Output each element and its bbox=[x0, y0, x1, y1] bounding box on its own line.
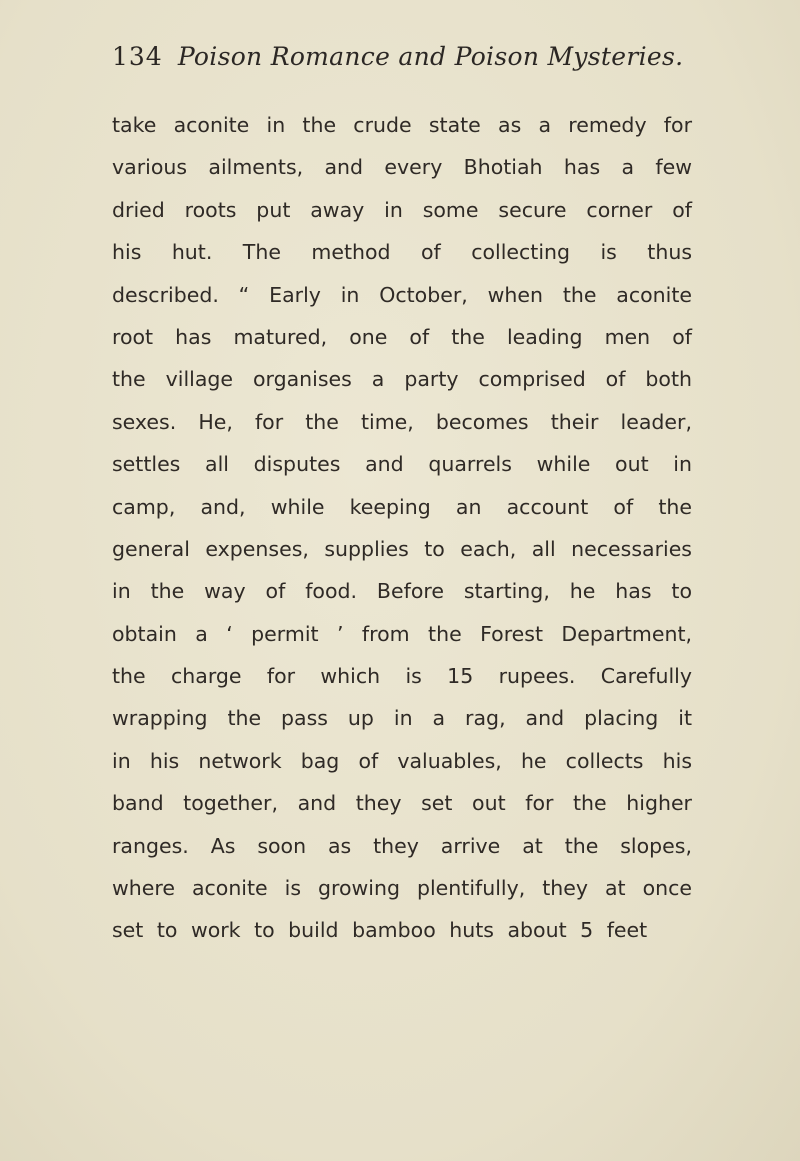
page-number: 134 bbox=[112, 42, 163, 71]
text-line: sexes. He, for the time, becomes their leader, bbox=[112, 409, 692, 434]
text-line: camp, and, while keeping an account of the bbox=[112, 494, 692, 519]
body-text bbox=[112, 104, 692, 952]
text-line: various ailments, and every Bhotiah has a few bbox=[112, 155, 692, 180]
text-line: band together, and they set out for the higher bbox=[112, 791, 692, 816]
text-line: obtain a ‘ permit ’ from the Forest Department, bbox=[112, 621, 692, 646]
running-title: Poison Romance and Poison Mysteries. bbox=[177, 42, 684, 71]
text-line: the village organises a party comprised of both bbox=[112, 367, 692, 392]
text-line: general expenses, supplies to each, all necessaries bbox=[112, 536, 692, 561]
text-line: set to work to build bamboo huts about 5 feet bbox=[112, 918, 648, 943]
text-line: settles all disputes and quarrels while out in bbox=[112, 452, 692, 477]
text-line: ranges. As soon as they arrive at the slopes, bbox=[112, 833, 692, 858]
text-line: root has matured, one of the leading men of bbox=[112, 324, 692, 349]
text-line: where aconite is growing plentifully, they at once bbox=[112, 876, 692, 901]
page-header bbox=[112, 42, 712, 82]
text-line: dried roots put away in some secure corner of bbox=[112, 197, 692, 222]
text-line: in the way of food. Before starting, he has to bbox=[112, 579, 692, 604]
text-line: the charge for which is 15 rupees. Carefully bbox=[112, 664, 692, 689]
text-line: in his network bag of valuables, he collects his bbox=[112, 748, 692, 773]
text-line: take aconite in the crude state as a remedy for bbox=[112, 113, 692, 137]
text-line: his hut. The method of collecting is thus bbox=[112, 240, 692, 265]
text-line: wrapping the pass up in a rag, and placing it bbox=[112, 706, 692, 731]
text-line: described. “ Early in October, when the aconite bbox=[112, 282, 692, 307]
